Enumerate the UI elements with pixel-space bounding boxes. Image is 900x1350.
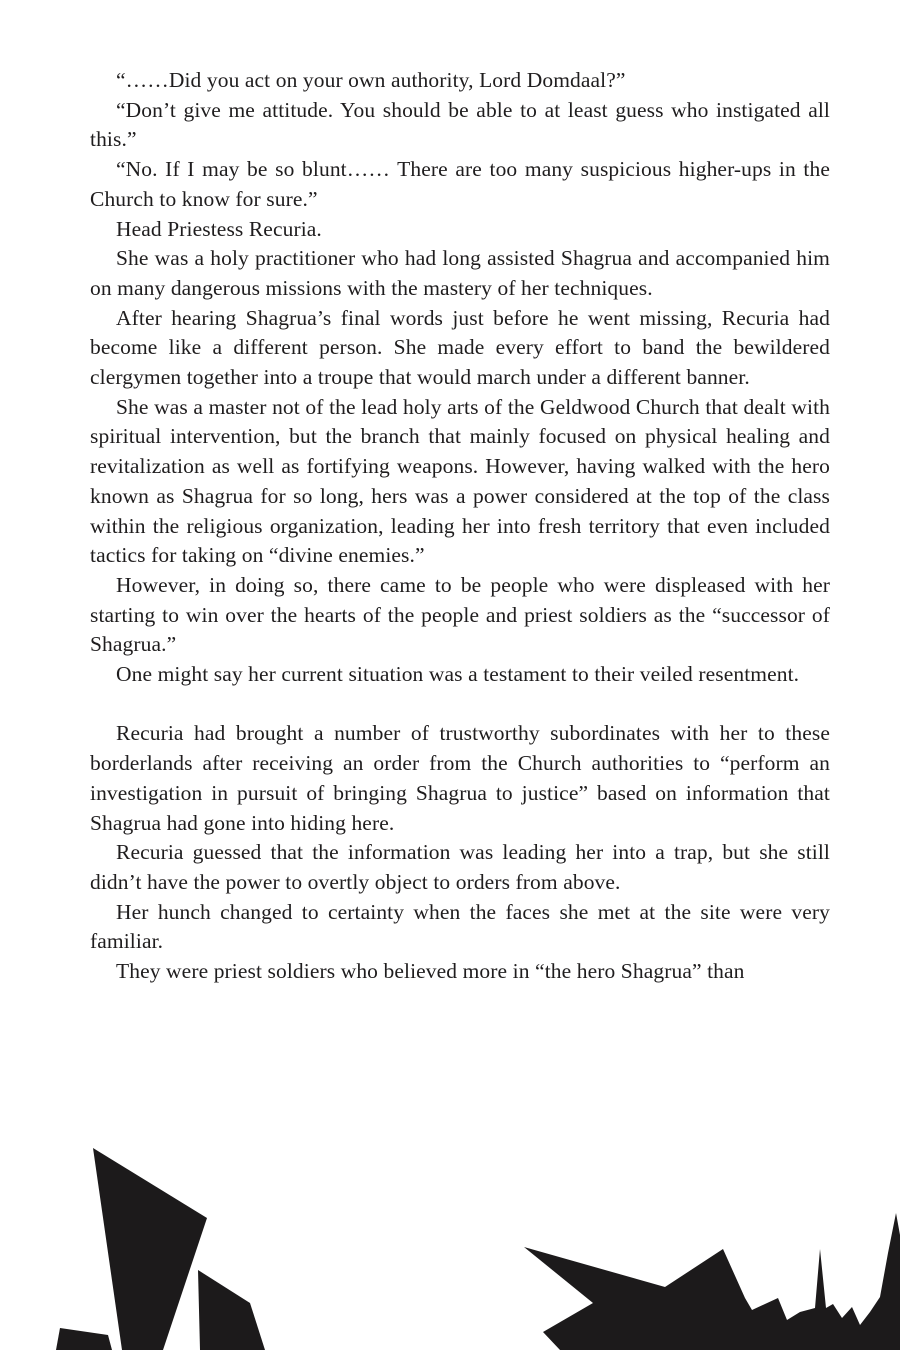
paragraph-narration-8: Recuria guessed that the information was leading her into a trap, but she still didn’t have the power to overtly object to orders from above. [90, 840, 830, 894]
body-text [90, 66, 830, 987]
paragraph-narration-9: Her hunch changed to certainty when the faces she met at the site were very familiar. [90, 899, 830, 954]
paragraph-narration-1: Head Priestess Recuria. [116, 216, 322, 241]
paragraph-dialogue-1: “……Did you act on your own authority, Lord Domdaal?” [116, 68, 626, 92]
ink-illustration-fragment [0, 1140, 900, 1350]
paragraph-narration-7: Recuria had brought a number of trustworthy subordinates with her to these borderlands after receiving an order from the Church authorities to “perform an investigation in pursuit of bringing Shagrua to justice” based on information that Shagrua had gone into hiding here. [90, 721, 830, 835]
jagged-burst-right-icon [524, 1213, 900, 1350]
paragraph-narration-5: However, in doing so, there came to be people who were displeased with her starting to win over the hearts of the people and priest soldiers as the “successor of Shagrua.” [90, 572, 830, 657]
shard-small-left-icon [198, 1270, 265, 1350]
paragraph-narration-10: They were priest soldiers who believed more in “the hero Shagrua” than [116, 959, 745, 984]
paragraph-narration-2: She was a holy practitioner who had long assisted Shagrua and accompanied him on many dangerous missions with the mastery of her techniques. [90, 246, 830, 300]
paragraph-narration-6: One might say her current situation was a testament to their veiled resentment. [116, 662, 800, 687]
paragraph-dialogue-2: “Don’t give me attitude. You should be able to at least guess who instigated all this.” [90, 97, 830, 152]
paragraph-narration-3: After hearing Shagrua’s final words just before he went missing, Recuria had become like a different person. She made every effort to band the bewildered clergymen together into a troupe that would march under a different banner. [90, 305, 830, 390]
ink-shapes [56, 1148, 900, 1350]
shard-large-left-icon [93, 1148, 207, 1350]
paragraph-dialogue-3: “No. If I may be so blunt…… There are too many suspicious higher-ups in the Church to know for sure.” [90, 157, 830, 211]
section-break [90, 690, 830, 720]
shard-quad-bottom-left-icon [56, 1328, 112, 1350]
paragraph-narration-4: She was a master not of the lead holy arts of the Geldwood Church that dealt with spiritual intervention, but the branch that mainly focused on physical healing and revitalization as well as fortifying weapons. However, having walked with the hero known as Shagrua for so long, hers was a power considered at the top of the class within the religious organization, leading her into fresh territory that even included tactics for taking on “divine enemies.” [90, 394, 830, 568]
